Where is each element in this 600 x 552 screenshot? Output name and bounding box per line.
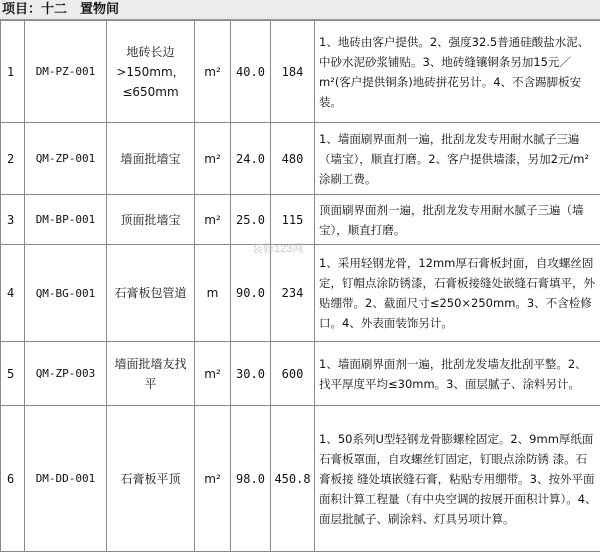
table-row (1, 342, 600, 406)
item-quantity: 98.0 (231, 406, 271, 552)
table-row (1, 123, 600, 195)
item-description: 顶面刷界面剂一遍，批刮龙发专用耐水腻子三遍（墙宝），顺直打磨。 (319, 200, 598, 240)
item-description: 1、50系列U型轻钢龙骨膨螺栓固定。2、9mm厚纸面石膏板罩面，自攻螺丝钉固定，钉眼点涂防锈 漆。石膏板接 缝处填嵌缝石膏，粘贴专用绷带。3、按外平面面积计算工程量（有中央空调的按展开面积计算）。4、面层批腻子、刷涂料、灯具另项计算。 (319, 429, 598, 529)
item-price: 480 (271, 123, 315, 195)
item-code: QM-BG-001 (25, 245, 107, 342)
item-unit: m² (195, 123, 231, 195)
item-description: 1、地砖由客户提供。2、强度32.5普通硅酸盐水泥、中砂水泥砂浆铺贴。3、地砖缝镶铜条另加15元／m²(客户提供铜条)地砖拼花另计。4、不含踢脚板安装。 (319, 32, 598, 112)
quotation-table (0, 20, 600, 552)
item-price: 115 (271, 195, 315, 245)
row-index: 3 (1, 195, 25, 245)
item-price: 234 (271, 245, 315, 342)
row-index: 1 (1, 21, 25, 123)
table-row (1, 195, 600, 245)
item-code: QM-ZP-001 (25, 123, 107, 195)
item-description: 1、墙面刷界面剂一遍，批刮龙发专用耐水腻子三遍（墙宝），顺直打磨。2、客户提供墙漆，另加2元/m²涂刷工费。 (319, 129, 598, 189)
item-name: 墙面批墙友找平 (107, 342, 195, 406)
item-description: 1、采用轻钢龙骨，12mm厚石膏板封面，自攻螺丝固定，钉帽点涂防锈漆，石膏板接缝处嵌缝石膏填平，外贴绷带。2、截面尺寸≤250×250mm。3、不含检修口。4、外表面装饰另计。 (319, 253, 598, 333)
table-row (1, 406, 600, 552)
table-row (1, 21, 600, 123)
item-price: 450.8 (271, 406, 315, 552)
item-name: 石膏板包管道 (107, 245, 195, 342)
item-code: DM-PZ-001 (25, 21, 107, 123)
item-quantity: 25.0 (231, 195, 271, 245)
item-name: 墙面批墙宝 (107, 123, 195, 195)
item-code: DM-BP-001 (25, 195, 107, 245)
project-title: 项目：十二 置物间 (0, 0, 600, 20)
item-name: 石膏板平顶 (107, 406, 195, 552)
item-name: 地砖长边>150mm，≤650mm (107, 21, 195, 123)
item-quantity: 90.0 (231, 245, 271, 342)
row-index: 6 (1, 406, 25, 552)
item-name: 顶面批墙宝 (107, 195, 195, 245)
item-quantity: 24.0 (231, 123, 271, 195)
item-price: 600 (271, 342, 315, 406)
watermark: 装修123网 (252, 240, 303, 256)
row-index: 5 (1, 342, 25, 406)
item-quantity: 40.0 (231, 21, 271, 123)
item-unit: m² (195, 342, 231, 406)
row-index: 2 (1, 123, 25, 195)
item-unit: m² (195, 406, 231, 552)
item-code: QM-ZP-003 (25, 342, 107, 406)
item-price: 184 (271, 21, 315, 123)
row-index: 4 (1, 245, 25, 342)
item-description: 1、墙面刷界面剂一遍，批刮龙发墙友批刮平整。2、找平厚度平均≤30mm。3、面层腻子、涂料另计。 (319, 354, 598, 394)
item-unit: m (195, 245, 231, 342)
item-unit: m² (195, 21, 231, 123)
item-unit: m² (195, 195, 231, 245)
item-quantity: 30.0 (231, 342, 271, 406)
table-row (1, 245, 600, 342)
item-code: DM-DD-001 (25, 406, 107, 552)
